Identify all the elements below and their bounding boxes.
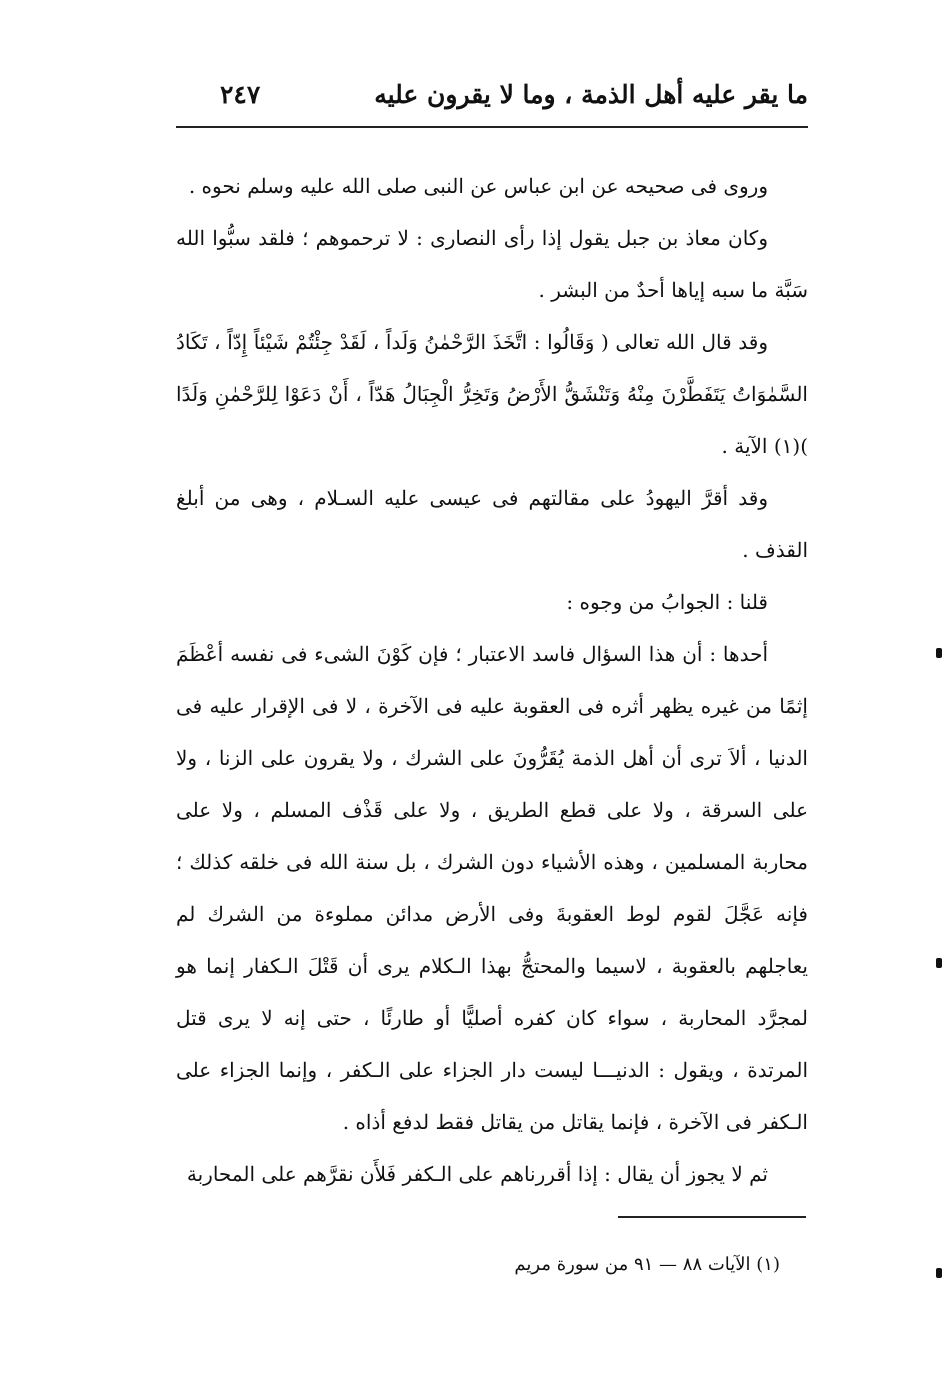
running-header bbox=[178, 80, 808, 120]
paragraph: وروى فى صحيحه عن ابن عباس عن النبى صلى الله عليه وسلم نحوه . bbox=[188, 174, 768, 198]
margin-mark bbox=[936, 648, 942, 658]
paragraph: أحدها : أن هذا السؤال فاسد الاعتبار ؛ فإن كَوْنَ الشىء فى نفسه أعْظَمَ إثمًا من غيره يظهر أثره فى العقوبة عليه فى الآخرة ، لا فى الإقرار عليه فى الدنيا ، ألاَ ترى أن أهل الذمة يُقَرُّونَ على الشرك ، ولا يقرون على الزنا ، ولا على السرقة ، ولا على قطع الطريق ، ولا على قَذْف المسلم ، ولا على محاربة المسلمين ، وهذه الأشياء دون الشرك ، بل سنة الله فى خلقه كذلك ؛ فإنه عَجَّلَ لقوم لوط العقوبةَ وفى الأرض مدائن مملوءة من الشرك لم يعاجلهم بالعقوبة ، لاسيما والمحتجُّ بهذا الـكلام يرى أن قَتْلَ الـكفار إنما هو لمجرَّد المحاربة ، سواء كان كفره أصليًّا أو طارئًا ، حتى إنه لا يرى قتل المرتدة ، ويقول : الدنيـــا ليست دار الجزاء على الـكفر ، وإنما الجزاء على الـكفر فى الآخرة ، فإنما يقاتل من يقاتل فقط لدفع أذاه . bbox=[176, 642, 808, 1134]
margin-mark bbox=[936, 1268, 942, 1278]
paragraph: وقد أقرَّ اليهودُ على مقالتهم فى عيسى عليه السـلام ، وهى من أبلغ القذف . bbox=[176, 486, 808, 562]
paragraph: قلنا : الجوابُ من وجوه : bbox=[566, 590, 768, 614]
header-divider bbox=[176, 126, 808, 128]
footnote: (١) الآيات ٨٨ — ٩١ من سورة مريم bbox=[514, 1254, 780, 1275]
paragraph: ثم لا يجوز أن يقال : إذا أقررناهم على الـكفر فَلأَن نقرَّهم على المحاربة bbox=[186, 1162, 768, 1186]
footnote-divider bbox=[618, 1216, 806, 1218]
paragraph: وكان معاذ بن جبل يقول إذا رأى النصارى : لا ترحموهم ؛ فلقد سبُّوا الله سَبَّة ما سبه إياها أحدٌ من البشر . bbox=[176, 226, 808, 302]
margin-mark bbox=[936, 958, 942, 968]
body-text bbox=[176, 160, 808, 1200]
running-title: ما يقر عليه أهل الذمة ، وما لا يقرون عليه bbox=[374, 80, 808, 109]
page-number: ٢٤٧ bbox=[220, 80, 261, 109]
paragraph: وقد قال الله تعالى ( وَقَالُوا : اتَّخَذَ الرَّحْمٰنُ وَلَداً ، لَقَدْ جِئْتُمْ شَيْئاً إِدّاً ، تَكَادُ السَّمٰوَاتُ يَتَفَطَّرْنَ مِنْهُ وَتَنْشَقُّ الأَرْضُ وَتَخِرُّ الْجِبَالُ هَدّاً ، أَنْ دَعَوْا لِلرَّحْمٰنِ وَلَدًا )(١) الآية . bbox=[176, 330, 808, 458]
